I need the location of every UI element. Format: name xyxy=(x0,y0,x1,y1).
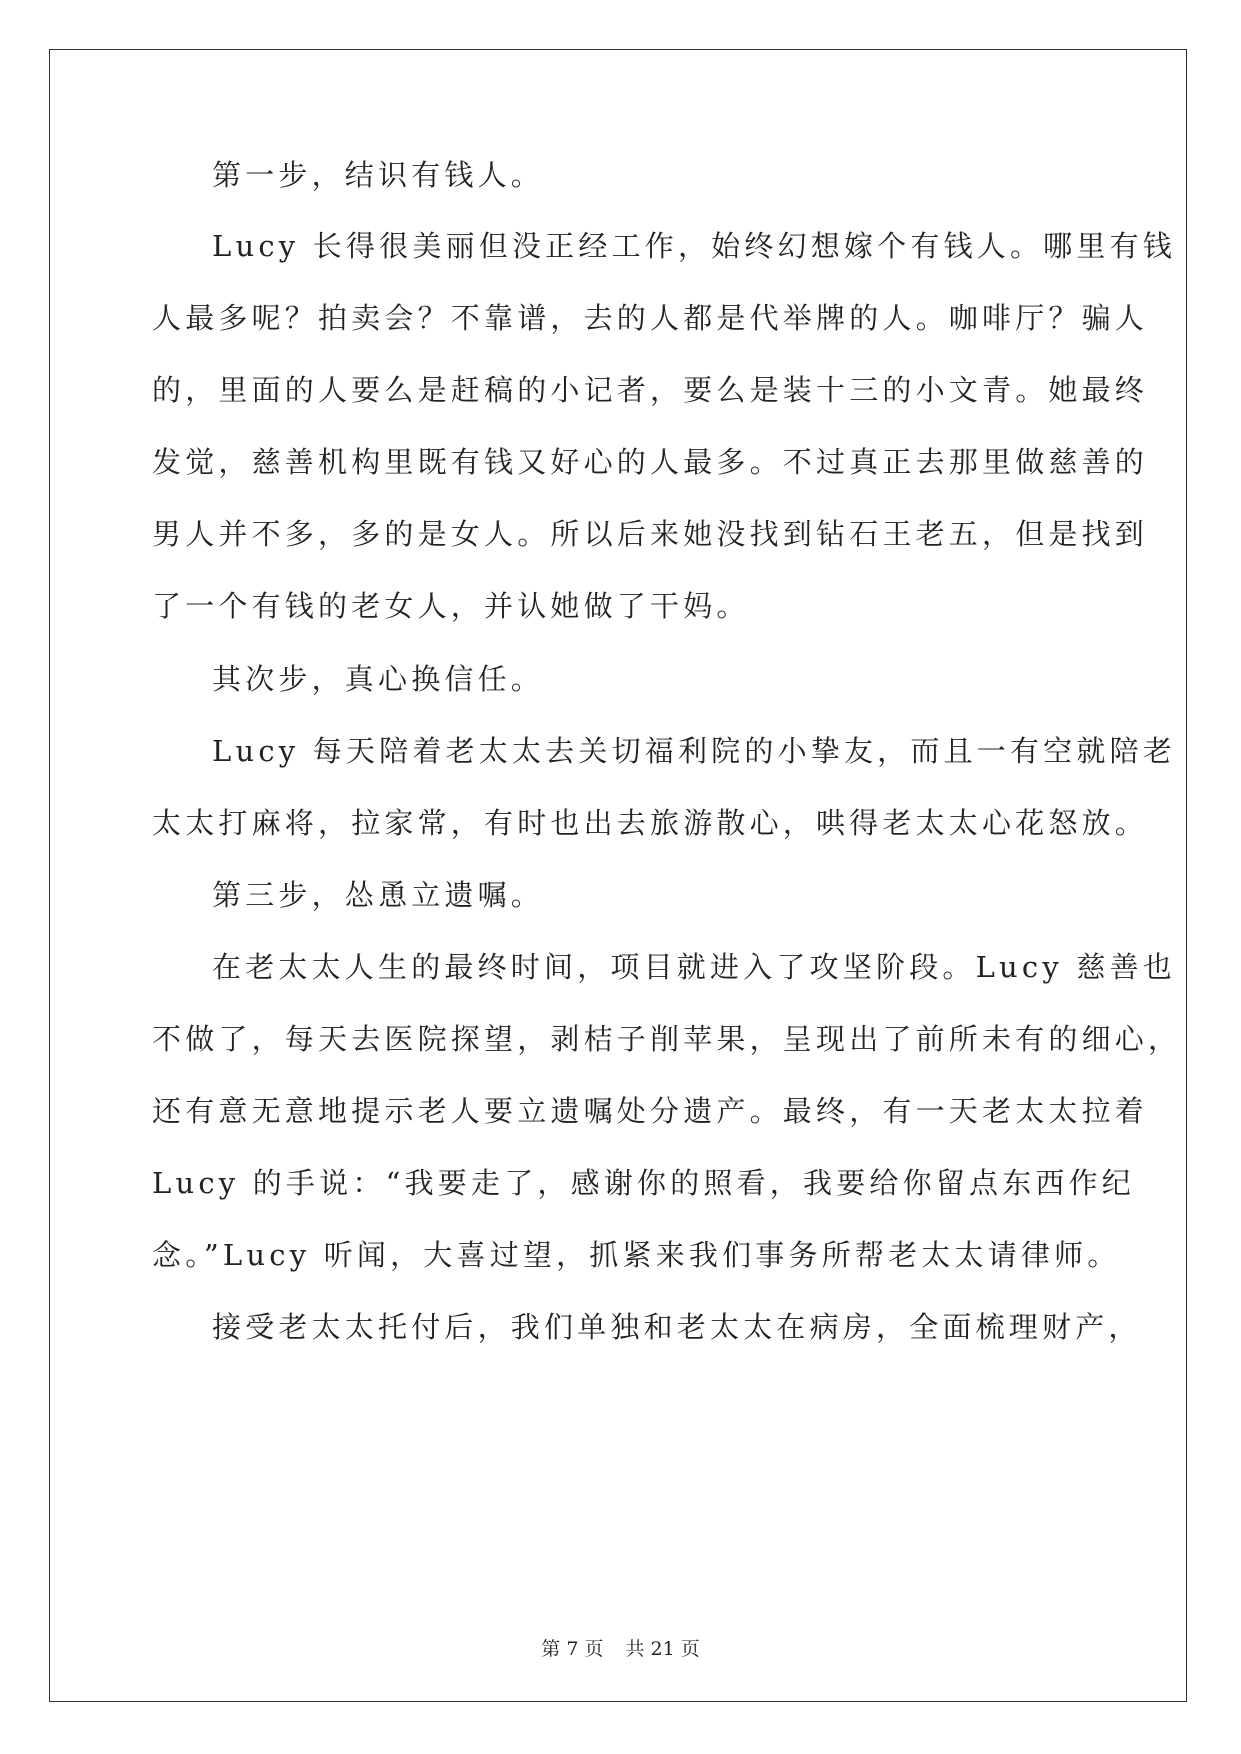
text-line: 了一个有钱的老女人，并认她做了干妈。 xyxy=(152,589,750,623)
text-line: 发觉，慈善机构里既有钱又好心的人最多。不过真正去那里做慈善的 xyxy=(152,445,1149,479)
paragraph-heading-step-three: 第三步，怂恿立遗嘱。 xyxy=(212,878,545,912)
page-total: 共 21 页 xyxy=(625,1638,700,1660)
text-line: 接受老太太托付后，我们单独和老太太在病房，全面梳理财产， xyxy=(212,1310,1142,1344)
text-line: 男人并不多，多的是女人。所以后来她没找到钻石王老五，但是找到 xyxy=(152,517,1149,551)
text-line: Lucy 长得很美丽但没正经工作，始终幻想嫁个有钱人。哪里有钱 xyxy=(212,229,1176,263)
paragraph-heading-step-two: 其次步，真心换信任。 xyxy=(212,662,545,696)
text-line: 的，里面的人要么是赶稿的小记者，要么是装十三的小文青。她最终 xyxy=(152,373,1149,407)
page-number: 第 7 页 xyxy=(541,1638,604,1660)
page-footer xyxy=(0,1637,1241,1661)
text-line: Lucy 每天陪着老太太去关切福利院的小挚友，而且一有空就陪老 xyxy=(212,734,1176,768)
text-line: Lucy 的手说：“我要走了，感谢你的照看，我要给你留点东西作纪 xyxy=(152,1166,1136,1200)
text-line: 念。”Lucy 听闻，大喜过望，抓紧来我们事务所帮老太太请律师。 xyxy=(152,1238,1121,1272)
text-line: 不做了，每天去医院探望，剥桔子削苹果，呈现出了前所未有的细心， xyxy=(152,1022,1182,1056)
text-line: 人最多呢？拍卖会？不靠谱，去的人都是代举牌的人。咖啡厅？骗人 xyxy=(152,301,1149,335)
text-line: 在老太太人生的最终时间，项目就进入了攻坚阶段。Lucy 慈善也 xyxy=(212,950,1176,984)
text-line: 太太打麻将，拉家常，有时也出去旅游散心，哄得老太太心花怒放。 xyxy=(152,806,1149,840)
paragraph-heading-step-one: 第一步，结识有钱人。 xyxy=(212,158,545,192)
text-line: 还有意无意地提示老人要立遗嘱处分遗产。最终，有一天老太太拉着 xyxy=(152,1094,1149,1128)
